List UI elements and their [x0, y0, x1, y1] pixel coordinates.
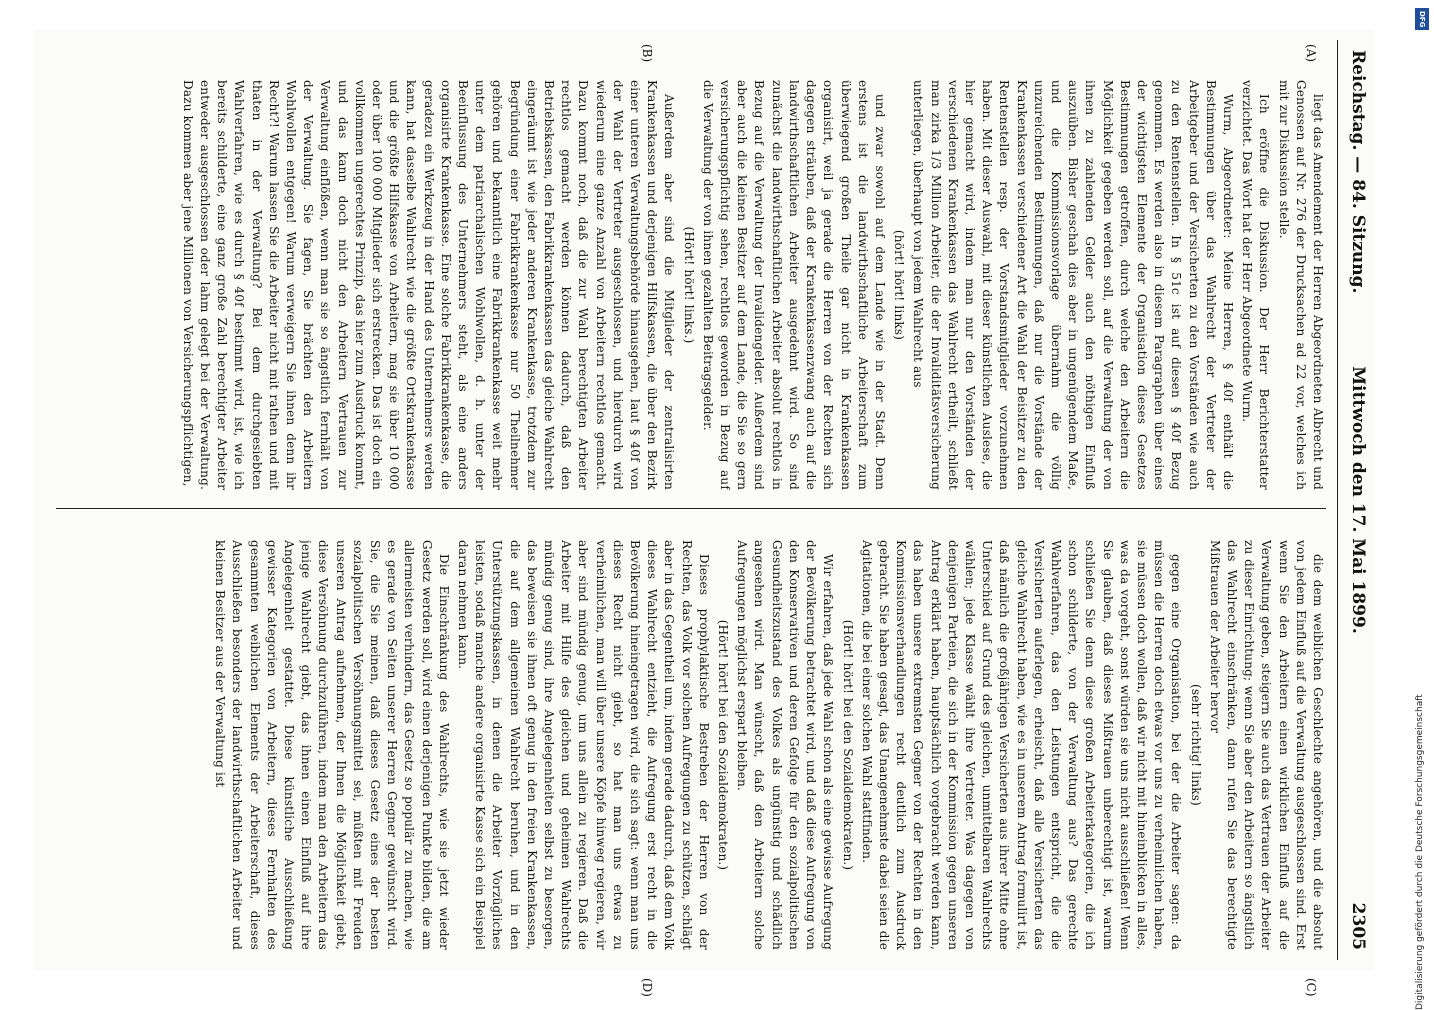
paragraph: Ich eröffne die Diskussion. Der Herr Berichterstatter verzichtet. Das Wort hat der Herr Abgeordnete Wurm.: [1240, 80, 1272, 490]
header-date: Mittwoch den 17. Mai 1899.: [1348, 366, 1368, 634]
column-divider: [56, 508, 1326, 509]
paragraph: Außerdem aber sind die Mitglieder der zentralisirten Krankenkassen und derjenigen Hilfskassen, die über den Bezirk einer unteren Verwaltungsbehörde hinausgehen, laut § 40f von der Wahl der Vertreter ausgeschlossen, und hierdurch wird wiederum eine ganze Anzahl von Arbeitern rechtlos gemacht. Dazu kommt noch, daß die zur Wahl berechtigten Arbeiter rechtlos gemacht werden können dadurch, daß den Betriebskassen, den Fabrikkrankenkassen das gleiche Wahlrecht eingeräumt ist wie jeder anderen Krankenkasse, trotzdem zur Begründung einer Fabrikkrankenkasse nur 50 Theilnehmer gehören und bekanntlich eine Fabrikkrankenkasse weit mehr unter dem patriarchalischen Wohlwollen, d. h. unter der Beeinflussung des Unternehmers steht, als eine anders organisirte Krankenkasse. Eine solche Fabrikkrankenkasse, die geradezu ein Werkzeug in der Hand des Unternehmers werden kann, hat dasselbe Wahlrecht wie die größte Ortskrankenkasse und die größte Hilfskasse von Arbeitern, mag sie über 10 000 oder über 100 000 Mitglieder sich erstrecken. Das ist doch ein vollkommen ungerechtes Prinzip, das hier zum Ausdruck kommt, und das kann doch nicht den Arbeitern Vertrauen zur Verwaltung einflößen, wenn man sie so ängstlich fernhält von der Verwaltung. Sie fagen, Sie brächten den Arbeitern Wohlwollen entgegen! Warum verweigern Sie ihnen denn ihr Recht?! Warum lassen Sie die Arbeiter nicht mit rathen und mit thaten in der Verwaltung? Bei dem durchgesiebten Wahlverfahren, wie es durch § 40f bestimmt wird, ist, wie ich bereits schilderte, eine ganz große Zahl berechtigter Arbeiter entweder ausgeschlossen oder lahm gelegt bei der Verwaltung. Dazu kommen aber jene Millionen von Versicherungspflichtigen,: [180, 80, 677, 490]
interjection: (Hört! hört! bei den Sozialdemokraten.): [840, 619, 855, 871]
left-text-column: [56, 80, 1326, 490]
dfg-logo: DFG: [1415, 8, 1429, 30]
header-rule: [1337, 40, 1338, 960]
paragraph: gegen eine Organisation, bei der die Arbeiter sagen: da müssen die Herren doch etwas vor uns zu verheimlichen haben, sie müssen doch wollen, daß wir nicht mit hineinblicken in alles, was da vorgeht, sonst würden sie uns nicht ausschließen! Wenn Sie glauben, daß dieses Mißtrauen unberechtigt ist, warum schließen Sie denn diese großen Arbeiterkategorien, die ich schon schilderte, von der Verwaltung aus? Das gerechte Wahlverfahren, das den Leistungen entspricht, die die Versicherten auferlegen, erheischt, daß alle Versicherten das gleiche Wahlrecht haben, wie es in unserem Antrag formulirt ist, daß nämlich die großjährigen Versicherten aus ihrer Mitte ohne Unterschied auf Grund des gleichen, unmittelbaren Wahlrechts wählen; jede Klasse wählt ihre Vertreter. Was dagegen von denjenigen Parteien, die sich in der Kommission gegen unseren Antrag erklärt haben, hauptsächlich vorgebracht werden kann, das haben unsere extremsten Gegner von der Rechten in den Kommissionsverhandlungen recht deutlich zum Ausdruck gebracht. Sie haben gesagt, das Unangenehmste dabei seien die Agitationen, die bei einer solchen Wahl stattfinden.: [859, 540, 1184, 950]
paragraph: Wir erfahren, daß jede Wahl schon als eine gewisse Aufregung der Bevölkerung betrachtet wird, und daß diese Aufregung von den Konservativen und deren Gefolge für den sozialpolitischen Gesundheitszustand des Volkes als ungünstig und schädlich angesehen wird. Man wünscht, daß den Arbeitern solche Aufregungen möglichst erspart bleiben.: [735, 540, 836, 950]
paragraph: Dieses prophylaktische Bestreben der Herren von der Rechten, das Volk vor solchen Aufregungen zu schützen, schlägt aber in das Gegentheil um, indem gerade dadurch, daß dem Volk dieses Wahlrecht entzieht, die Aufregung erst recht in die Bevölkerung hineingetragen wird, die sich sagt: wenn man uns dieses Recht nicht giebt, so hat man uns etwas zu verheimlichen, man will über unsere Köpfe hinweg regieren, wir aber sind mündig genug, um uns allein zu regieren. Daß die Arbeiter mit Hilfe des gleichen und geheimen Wahlrechts mündig genug sind, ihre Angelegenheiten selbst zu besorgen, das beweisen sie ihnen oft genug in den freien Krankenkassen, die auf dem allgemeinen Wahlrecht beruhen, und in den Unterstützungskassen, in denen die Arbeiter Vorzügliches leisten, sodaß manche andere organisirte Kasse sich ein Beispiel daran nehmen kann.: [456, 540, 711, 950]
paragraph: die dem weiblichen Geschlechte angehören, und die absolut von jedem Einfluß auf die Verwaltung ausgeschlossen sind. Erst wenn Sie den Arbeitern einen wirklichen Einfluß auf die Verwaltung geben, steigern Sie auch das Vertrauen der Arbeiter zu dieser Einrichtung; wenn Sie aber den Arbeitern so ängstlich das Wahlrecht einschränken, dann rufen Sie das berechtigte Mißtrauen der Arbeiter hervor: [1207, 540, 1325, 950]
interjection: (sehr richtig! links): [1188, 684, 1203, 806]
page-header: [1340, 30, 1374, 970]
margin-marker-d: (D): [640, 978, 654, 997]
page-number: 2305: [1348, 902, 1368, 950]
interjection: (hört! hört! links): [892, 229, 907, 341]
header-left: Reichstag. — 84. Sitzung.: [1348, 50, 1368, 294]
right-text-column: [56, 540, 1326, 950]
paragraph: und zwar sowohl auf dem Lande wie in der Stadt. Denn erstens ist die landwirthschaftliche Arbeiterschaft zum überwiegend großen Theile gar nicht in Krankenkassen organisirt, weil ja gerade die Herren von der Rechten sich dagegen sträuben, daß der Krankenkassenzwang auch auf die landwirthschaftlichen Arbeiter ausgedehnt wird. So sind zunächst die landwirthschaftlichen Arbeiter absolut rechtlos in Bezug auf die Verwaltung der Invalidengelder. Außerdem sind aber auch die kleinen Besitzer auf dem Lande, die Sie so gern versicherungspflichtig sehen, rechtlos geworden in Bezug auf die Verwaltung der von ihnen gezahlten Beitragsgelder.: [700, 80, 887, 490]
digitization-watermark: Digitalisierung gefördert durch die Deutsche Forschungsgemeinschaft: [1415, 694, 1425, 1010]
margin-marker-a: (A): [1304, 44, 1318, 63]
margin-marker-b: (B): [640, 44, 654, 63]
paragraph: Wurm, Abgeordneter: Meine Herren, § 40f enthält die Bestimmungen über das Wahlrecht der Vertreter der Arbeitgeber und der Versicherten zu den Vorständen wie auch zu den Rentenstellen. In § 51c ist auf diesen § 40f Bezug genommen. Es werden also in diesem Paragraphen über eines der wichtigsten Elemente der Organisation dieses Gesetzes Bestimmungen getroffen, durch welche den Arbeitern die Möglichkeit gegeben werden soll, auf die Verwaltung der von ihnen zu zahlenden Gelder auch den nöthigen Einfluß auszuüben. Bisher geschah dies aber in ungenügendem Maße, und die Kommissionsvorlage übernahm die völlig unzureichenden Bestimmungen, daß nur die Vorstände der Krankenkassen verschiedener Art die Wahl der Beisitzer zu den Rentenstellen resp. der Vorstandsmitglieder vorzunehmen haben. Mit dieser Auswahl, mit dieser künstlichen Auslese, die hier gemacht wird, indem man nur den Vorständen der verschiedenen Krankenkassen das Wahlrecht ertheilt, schließt man zirka 1/3 Million Arbeiter, die der Invaliditätsversicherung unterliegen, überhaupt von jedem Wahlrecht aus: [911, 80, 1235, 490]
margin-marker-c: (C): [1304, 978, 1318, 997]
interjection: (Hört! hört! links.): [681, 226, 696, 344]
interjection: (Hört! hört! bei den Sozialdemokraten.): [716, 619, 731, 871]
paragraph: liegt das Amendement der Herren Abgeordneten Albrecht und Genossen auf Nr. 276 der Drucksachen ad 22 vor, welches ich mit zur Diskussion stelle.: [1276, 80, 1325, 490]
page-scan: [34, 30, 1374, 997]
paragraph: Die Einschränkung des Wahlrechts, wie sie jetzt wieder Gesetz werden soll, wird einen derjenigen Punkte bilden, die am allermeisten verhindern, das Gesetz so populär zu machen, wie es gerade von Seiten unserer Herren Gegner gewünscht wird. Sie, die Sie meinen, daß dieses Gesetz eines der besten sozialpolitischen Versöhnungsmittel sei, müßten mit Freuden unseren Antrag aufnehmen, der Ihnen die Möglichkeit giebt, diese Versöhnung durchzuführen, indem man den Arbeitern das jenige Wahlrecht giebt, das ihnen einen Einfluß auf ihre Angelegenheit gestattet. Diese künstliche Ausschließung gewisser Kategorien von Arbeitern, dieses Fernhalten des gesammten weiblichen Elements der Arbeiterschaft, dieses Ausschließen besonders der landwirthschaftlichen Arbeiter und kleinen Besitzer aus der Verwaltung ist: [213, 540, 451, 950]
